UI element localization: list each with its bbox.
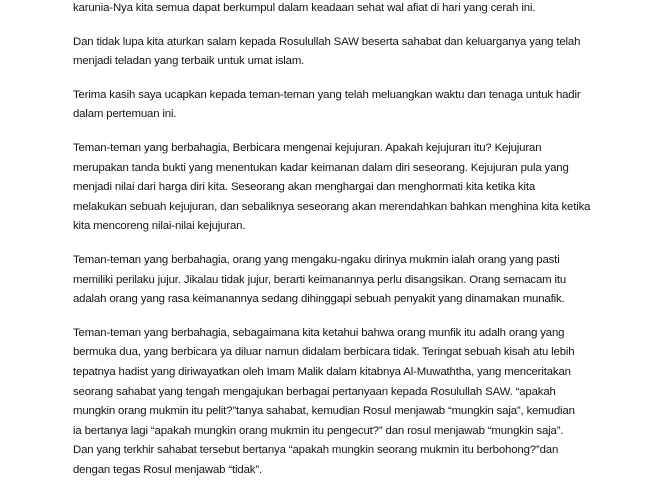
paragraph-hypocrite [73,324,643,481]
text-line: Teman-teman yang berbahagia, Berbicara mengenai kejujuran. Apakah kejujuran itu? Kejujuran [73,141,542,154]
text-line: seorang sahabat yang tengah mengajukan berbagai pertanyaan kepada Rosulullah SAW. “apakah [73,385,556,398]
paragraph-greeting [73,0,643,19]
text-line: menjadi teladan yang terbaik untuk umat islam. [73,55,305,68]
text-line: karunia-Nya kita semua dapat berkumpul dalam keadaan sehat wal afiat di hari yang cerah ini. [73,2,536,14]
text-line: Terima kasih saya ucapkan kepada teman-teman yang telah meluangkan waktu dan tenaga untuk hadir [73,88,581,101]
text-line: Teman-teman yang berbahagia, orang yang mengaku-ngaku dirinya mukmin ialah orang yang pasti [73,253,560,266]
text-line: Teman-teman yang berbahagia, sebagaimana kita ketahui bahwa orang munfik itu adalh orang yang [73,326,565,339]
text-line: ia bertanya lagi “apakah mungkin orang mukmin itu pengecut?” dan rosul menjawab “mungkin saja”. [73,424,564,437]
paragraph-salutation [73,33,643,72]
text-line: melakukan sebuah kejujuran, dan sebaliknya seseorang akan merendahkan bahkan menghina kita ketika [73,200,591,213]
text-line: adalah orang yang rasa keimanannya sedang dihinggapi sebuah penyakit yang dinamakan munafik. [73,293,565,306]
text-line: mungkin orang mukmin itu pelit?”tanya sahabat, kemudian Rosul menjawab “mungkin saja”, kemudian [73,405,575,418]
text-line: dalam pertemuan ini. [73,108,177,121]
text-line: bermuka dua, yang berbicara ya diluar namun didalam berbicara tidak. Teringat sebuah kisah atu lebih [73,346,575,359]
paragraph-thanks [73,86,643,125]
text-line: Dan tidak lupa kita aturkan salam kepada Rosulullah SAW beserta sahabat dan keluarganya yang telah [73,35,581,48]
text-line: merupakan tanda bukti yang menentukan kadar keimanan dalam diri seseorang. Kejujuran pula yang [73,161,569,174]
paragraph-honesty [73,139,643,237]
text-line: memiliki perilaku jujur. Jikalau tidak jujur, berarti keimanannya perlu disangsikan. Orang semacam itu [73,273,567,286]
text-line: dengan tegas Rosul menjawab “tidak”. [73,463,262,476]
text-line: tepatnya hadist yang diriwayatkan oleh Imam Malik dalam kitabnya Al-Muwaththa, yang menceritakan [73,365,571,378]
text-line: Dan yang terkhir sahabat tersebut bertanya “apakah mungkin seorang mukmin itu berbohong?”dan [73,444,559,457]
paragraph-believer [73,251,643,310]
text-line: kita mencoreng nilai-nilai kejujuran. [73,220,246,233]
document-body [73,0,643,494]
text-line: menjadi nilai dari harga diri kita. Seseorang akan menghargai dan menghormati kita ketika kita [73,181,536,194]
